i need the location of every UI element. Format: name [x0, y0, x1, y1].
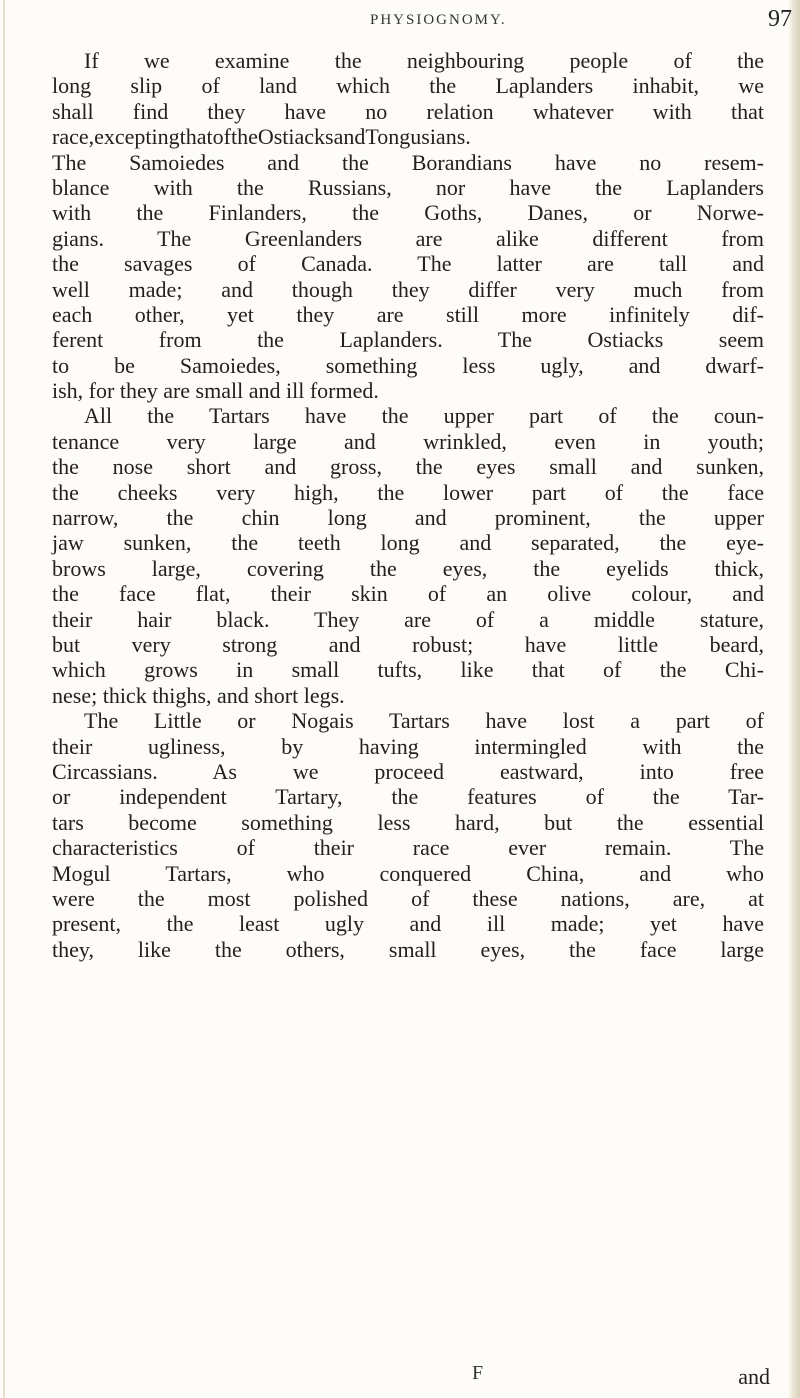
- text-line: blance with the Russians, nor have the Laplanders: [52, 174, 764, 200]
- text-line: to be Samoiedes, something less ugly, and dwarf-: [52, 352, 764, 378]
- text-line: characteristics of their race ever remain. The: [52, 835, 764, 861]
- text-line: but very strong and robust; have little beard,: [52, 631, 764, 657]
- text-line: the face flat, their skin of an olive colour, and: [52, 581, 764, 607]
- catchword: and: [738, 1364, 770, 1389]
- text-line: long slip of land which the Laplanders inhabit, we: [52, 73, 764, 99]
- body-text: [52, 48, 764, 962]
- text-line: their ugliness, by having intermingled with the: [52, 733, 764, 759]
- text-line: narrow, the chin long and prominent, the upper: [52, 505, 764, 531]
- text-line: ferent from the Laplanders. The Ostiacks seem: [52, 327, 764, 353]
- text-line: which grows in small tufts, like that of the Chi-: [52, 657, 764, 683]
- page-left-edge: [3, 0, 5, 1398]
- text-line: jaw sunken, the teeth long and separated, the eye-: [52, 530, 764, 556]
- text-line: the savages of Canada. The latter are tall and: [52, 251, 764, 277]
- text-line: were the most polished of these nations, are, at: [52, 885, 764, 911]
- text-line: If we examine the neighbouring people of the: [84, 48, 764, 73]
- text-line: tenance very large and wrinkled, even in youth;: [52, 428, 764, 454]
- page-footer: [52, 1362, 770, 1392]
- text-line: All the Tartars have the upper part of the coun-: [84, 403, 764, 429]
- text-line: each other, yet they are still more infinitely dif-: [52, 301, 764, 327]
- text-line: well made; and though they differ very much from: [52, 276, 764, 302]
- text-line: or independent Tartary, the features of the Tar-: [52, 784, 764, 810]
- text-line: Circassians. As we proceed eastward, into free: [52, 758, 764, 784]
- text-line: the cheeks very high, the lower part of the face: [52, 479, 764, 505]
- page-header: [250, 6, 800, 46]
- text-line: with the Finlanders, the Goths, Danes, or Norwe-: [52, 200, 764, 226]
- signature-mark: F: [472, 1362, 484, 1384]
- text-line: they, like the others, small eyes, the face large: [52, 936, 764, 962]
- text-line: present, the least ugly and ill made; yet have: [52, 911, 764, 937]
- text-line: gians. The Greenlanders are alike different from: [52, 225, 764, 251]
- text-line: The Little or Nogais Tartars have lost a part of: [84, 708, 764, 734]
- text-line: brows large, covering the eyes, the eyelids thick,: [52, 555, 764, 581]
- text-line: tars become something less hard, but the essential: [52, 809, 764, 835]
- page-number: 97: [768, 6, 792, 32]
- text-line: nese; thick thighs, and short legs.: [52, 682, 345, 708]
- text-line: their hair black. They are of a middle stature,: [52, 606, 764, 632]
- text-line: The Samoiedes and the Borandians have no resem-: [52, 149, 764, 175]
- text-line: Mogul Tartars, who conquered China, and who: [52, 860, 764, 886]
- text-line: race,exceptingthatoftheOstiacksandTongusians.: [52, 124, 471, 150]
- page-binding-edge: [788, 0, 800, 1398]
- text-line: shall find they have no relation whatever with that: [52, 98, 764, 124]
- running-head: PHYSIOGNOMY.: [370, 12, 507, 28]
- text-line: the nose short and gross, the eyes small and sunken,: [52, 454, 764, 480]
- text-line: ish, for they are small and ill formed.: [52, 378, 379, 404]
